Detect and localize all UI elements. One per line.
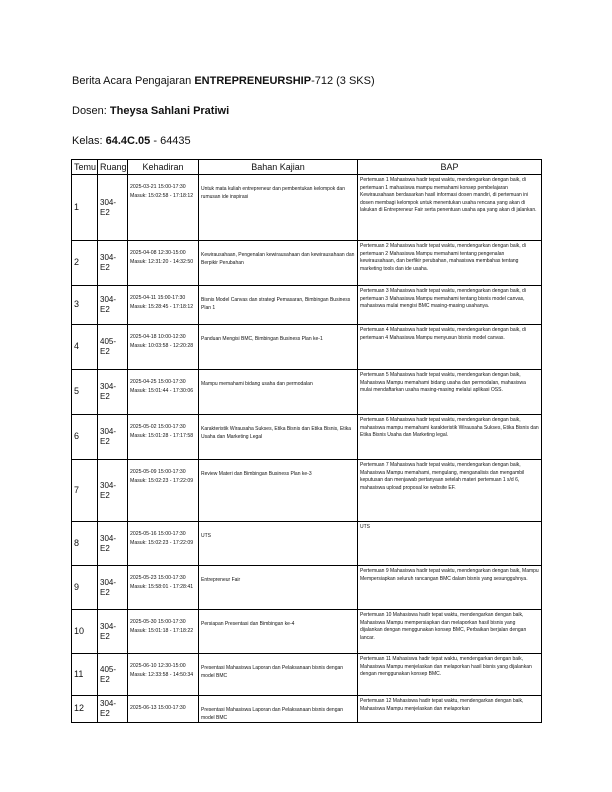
schedule-time: 2025-06-10 12:30-15:00 (130, 663, 186, 669)
table-row (72, 460, 542, 522)
cell-kehadiran (128, 610, 199, 654)
cell-temu: 12 (72, 696, 98, 723)
table-row (72, 175, 542, 241)
cell-ruang: 304-E2 (98, 696, 128, 723)
cell-kehadiran (128, 696, 199, 723)
checkin-time: Masuk: 15:58:01 - 17:28:41 (130, 584, 194, 590)
cell-temu: 2 (72, 241, 98, 286)
checkin-time: Masuk: 15:01:18 - 17:18:22 (130, 628, 194, 634)
cell-temu: 3 (72, 286, 98, 325)
checkin-time: Masuk: 15:01:28 - 17:17:58 (130, 433, 194, 439)
cell-bahan-kajian: Kewirausahaan, Pengenalan kewirausahaan dan kewirausahaan dan Berpikir Perubahan (199, 241, 358, 286)
checkin-time: Masuk: 15:02:58 - 17:18:12 (130, 193, 194, 199)
course-name: ENTREPRENEURSHIP (194, 75, 312, 87)
cell-bap: Pertemuan 3 Mahasiswa hadir tepat waktu, mendengarkan dengan baik, di pertemuan 3 Mahasiswa Mampu memahami tentang bisnis model canvas, mahasiswa mulai mengisi BMC masing-masing usahanya. (358, 286, 542, 325)
cell-kehadiran (128, 286, 199, 325)
lecturer-name: Theysa Sahlani Pratiwi (109, 105, 230, 117)
checkin-time: Masuk: 10:03:58 - 12:20:28 (130, 343, 194, 349)
course-title: Berita Acara Pengajaran ENTREPRENEURSHIP-712 (3 SKS) (72, 75, 375, 87)
cell-bap: Pertemuan 12 Mahasiswa hadir tepat waktu, mendengarkan dengan baik, Mahasiswa Mampu menjelaskan dan melaporkan (358, 696, 542, 723)
schedule-time: 2025-05-02 15:00-17:30 (130, 424, 186, 430)
cell-ruang: 405-E2 (98, 325, 128, 370)
cell-temu: 9 (72, 566, 98, 610)
cell-bap: Pertemuan 4 Mahasiswa hadir tepat waktu, mendengarkan dengan baik, di pertemuan 4 Mahasiswa Mampu menyusun bisnis model canvas. (358, 325, 542, 370)
cell-ruang: 304-E2 (98, 175, 128, 241)
cell-ruang: 405-E2 (98, 654, 128, 696)
cell-bap: Pertemuan 10 Mahasiswa hadir tepat waktu, mendengarkan dengan baik, Mahasiswa Mampu mempersiapkan dan melaporkan hasil bisnis yang dijalankan dengan menggunakan konsep BMC, Perbaikan berjalan dengan lancar. (358, 610, 542, 654)
cell-bap: UTS (358, 522, 542, 566)
checkin-time: Masuk: 15:28:45 - 17:18:12 (130, 304, 194, 310)
cell-temu: 5 (72, 370, 98, 415)
schedule-time: 2025-04-25 15:00-17:30 (130, 379, 186, 385)
col-bahan-kajian: Bahan Kajian (199, 160, 358, 175)
cell-bap: Pertemuan 5 Mahasiswa hadir tepat waktu, mendengarkan dengan baik, Mahasiswa Mampu memahami bidang usaha dan permodalan, mahasiswa mulai mendaftarkan usaha masing-masing melalui aplikasi OSS. (358, 370, 542, 415)
table-row (72, 654, 542, 696)
cell-temu: 11 (72, 654, 98, 696)
schedule-time: 2025-04-18 10:00-12:30 (130, 334, 186, 340)
col-kehadiran: Kehadiran (128, 160, 199, 175)
schedule-time: 2025-05-23 15:00-17:30 (130, 575, 186, 581)
cell-bap: Pertemuan 9 Mahasiswa hadir tepat waktu, mendengarkan dengan baik, Mampu Mempersiapkan seluruh rancangan BMC dalam bisnis yang sesungguhnya. (358, 566, 542, 610)
cell-kehadiran (128, 325, 199, 370)
class-line: Kelas: 64.4C.05 - 64435 (72, 135, 191, 147)
cell-kehadiran (128, 522, 199, 566)
cell-kehadiran (128, 566, 199, 610)
cell-bahan-kajian: Bisnis Model Canvas dan strategi Pemasaran, Bimbingan Business Plan 1 (199, 286, 358, 325)
checkin-time: Masuk: 12:31:20 - 14:32:50 (130, 259, 194, 265)
schedule-time: 2025-04-08 12:30-15:00 (130, 250, 186, 256)
cell-kehadiran (128, 654, 199, 696)
cell-kehadiran (128, 241, 199, 286)
cell-kehadiran (128, 460, 199, 522)
cell-ruang: 304-E2 (98, 610, 128, 654)
cell-kehadiran (128, 415, 199, 460)
col-temu: Temu (72, 160, 98, 175)
col-ruang: Ruang (98, 160, 128, 175)
schedule-time: 2025-05-09 15:00-17:30 (130, 469, 186, 475)
table-row (72, 522, 542, 566)
cell-temu: 10 (72, 610, 98, 654)
schedule-time: 2025-05-30 15:00-17:30 (130, 619, 186, 625)
table-row (72, 415, 542, 460)
table-row (72, 241, 542, 286)
cell-temu: 7 (72, 460, 98, 522)
cell-ruang: 304-E2 (98, 241, 128, 286)
cell-bahan-kajian: Karakteristik Wirausaha Sukses, Etika Bisnis dan Etika Bisnis, Etika Usaha dan Marketing Legal (199, 415, 358, 460)
cell-ruang: 304-E2 (98, 460, 128, 522)
cell-bahan-kajian: Untuk mata kuliah entrepreneur dan pembentukan kelompok dan rumusan ide inspirasi (199, 175, 358, 241)
schedule-time: 2025-04-11 15:00-17:30 (130, 295, 186, 301)
checkin-time: Masuk: 15:02:23 - 17:22:09 (130, 540, 194, 546)
table-row (72, 325, 542, 370)
cell-bahan-kajian: Presentasi Mahasiswa Laporan dan Pelaksanaan bisnis dengan model BMC (199, 696, 358, 723)
schedule-time: 2025-05-16 15:00-17:30 (130, 531, 186, 537)
teaching-log-table (71, 159, 542, 723)
cell-bap: Pertemuan 7 Mahasiswa hadir tepat waktu, mendengarkan dengan baik, Mahasiswa Mampu memahami, mengulang, menganalisis dan mengambil keputusan dan menjawab pertanyaan setelah materi pertemuan 1 s/d 6, mahasiswa upload proposal ke website EF. (358, 460, 542, 522)
cell-ruang: 304-E2 (98, 566, 128, 610)
cell-ruang: 304-E2 (98, 370, 128, 415)
cell-bap: Pertemuan 6 Mahasiswa hadir tepat waktu, mendengarkan dengan baik, mahasiswa mampu memahami karakteristik Wirausaha Sukses, Etika Bisnis dan Etika Bisnis Usaha dan Marketing legal. (358, 415, 542, 460)
checkin-time: Masuk: 15:01:44 - 17:30:06 (130, 388, 194, 394)
cell-bap: Pertemuan 11 Mahasiswa hadir tepat waktu, mendengarkan dengan baik, Mahasiswa Mampu menjelaskan dan melaporkan hasil bisnis yang dijalankan dengan menggunakan konsep BMC. (358, 654, 542, 696)
table-row (72, 696, 542, 723)
table-row (72, 370, 542, 415)
schedule-time: 2025-06-13 15:00-17:30 (130, 705, 186, 711)
cell-bap: Pertemuan 1 Mahasiswa hadir tepat waktu, mendengarkan dengan baik, di pertemuan 1 mahasiswa mampu memahami konsep pembelajaran Kewirausahaan berdasarkan hasil informasi dosen mandiri, di pertemuan ini dosen membagi kelompok untuk menentukan usaha rencana yang akan di lakukan di Entrepreneur Fair serta penentuan usaha apa yang akan di jalankan. (358, 175, 542, 241)
table-row (72, 610, 542, 654)
cell-bahan-kajian: Entrepreneur Fair (199, 566, 358, 610)
cell-ruang: 304-E2 (98, 522, 128, 566)
table-header-row (72, 160, 542, 175)
cell-bahan-kajian: Mampu memahami bidang usaha dan permodalan (199, 370, 358, 415)
cell-bahan-kajian: Review Materi dan Bimbingan Business Plan ke-3 (199, 460, 358, 522)
cell-bahan-kajian: Panduan Mengisi BMC, Bimbingan Business Plan ke-1 (199, 325, 358, 370)
cell-ruang: 304-E2 (98, 286, 128, 325)
checkin-time: Masuk: 15:02:23 - 17:22:09 (130, 478, 194, 484)
col-bap: BAP (358, 160, 542, 175)
table-row (72, 286, 542, 325)
cell-bahan-kajian: UTS (199, 522, 358, 566)
cell-kehadiran (128, 370, 199, 415)
cell-temu: 1 (72, 175, 98, 241)
cell-temu: 6 (72, 415, 98, 460)
checkin-time: Masuk: 12:33:58 - 14:50:34 (130, 672, 194, 678)
schedule-time: 2025-03-21 15:00-17:30 (130, 184, 186, 190)
cell-ruang: 304-E2 (98, 415, 128, 460)
cell-bap: Pertemuan 2 Mahasiswa hadir tepat waktu, mendengarkan dengan baik, di pertemuan 2 Mahasiswa Mampu memahami tentang pengenalan kewirausahaan, dan berfikir perubahan, mahasiswa membahas tentang marketing tools dan ide usaha. (358, 241, 542, 286)
cell-bahan-kajian: Presentasi Mahasiswa Laporan dan Pelaksanaan bisnis dengan model BMC (199, 654, 358, 696)
cell-kehadiran (128, 175, 199, 241)
cell-temu: 4 (72, 325, 98, 370)
table-row (72, 566, 542, 610)
cell-bahan-kajian: Persiapan Presentasi dan Bimbingan ke-4 (199, 610, 358, 654)
lecturer-line: Dosen: Theysa Sahlani Pratiwi (72, 105, 230, 117)
cell-temu: 8 (72, 522, 98, 566)
class-code: 64.4C.05 (105, 135, 151, 147)
